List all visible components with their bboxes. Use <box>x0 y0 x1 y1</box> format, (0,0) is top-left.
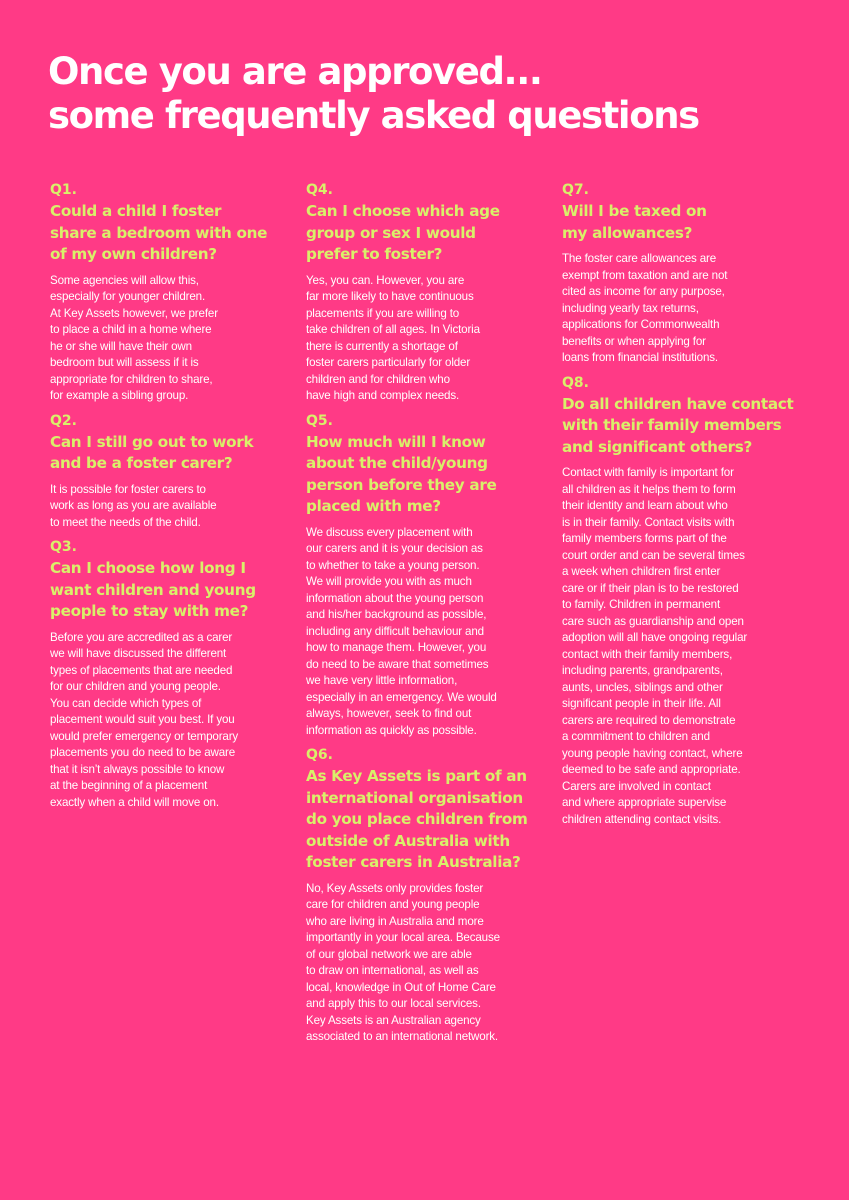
answer-line: court order and can be several times <box>562 548 745 562</box>
answer-text <box>306 525 551 740</box>
question-line: international organisation <box>306 788 523 807</box>
answer-line: including yearly tax returns, <box>562 301 699 315</box>
answer-line: all children as it helps them to form <box>562 482 736 496</box>
question-number: Q5. <box>306 412 333 429</box>
answer-line: for example a sibling group. <box>50 389 189 402</box>
question-line: Do all children have contact <box>562 394 794 413</box>
question-text <box>50 432 295 475</box>
answer-line: especially in an emergency. We would <box>306 690 497 704</box>
answer-line: care for children and young people <box>306 898 480 911</box>
answer-line: would prefer emergency or temporary <box>50 729 239 743</box>
answer-line: types of placements that are needed <box>50 663 233 677</box>
answer-text <box>50 273 295 405</box>
answer-line: It is possible for foster carers to <box>50 482 206 496</box>
answer-line: Contact with family is important for <box>562 466 734 479</box>
question-text <box>562 394 812 459</box>
faq-item-q4 <box>306 180 551 405</box>
answer-line: to whether to take a young person. <box>306 558 480 572</box>
question-line: As Key Assets is part of an <box>306 767 527 785</box>
question-line: foster carers in Australia? <box>306 853 521 871</box>
question-number: Q1. <box>50 182 77 198</box>
answer-line: placements you do need to be aware <box>50 746 236 759</box>
answer-line: we will have discussed the different <box>50 647 227 660</box>
question-line: prefer to foster? <box>306 245 443 263</box>
faq-column-2 <box>306 180 551 1046</box>
answer-line: associated to an international network. <box>306 1030 499 1043</box>
faq-item-q1 <box>50 180 295 405</box>
answer-line: Before you are accredited as a carer <box>50 630 233 644</box>
question-text <box>306 766 551 874</box>
answer-text <box>562 465 812 828</box>
answer-line: that it isn’t always possible to know <box>50 762 225 776</box>
question-line: do you place children from <box>306 810 528 828</box>
question-line: people to stay with me? <box>50 602 249 620</box>
answer-line: for our children and young people. <box>50 680 221 693</box>
question-number: Q6. <box>306 747 333 763</box>
answer-line: he or she will have their own <box>50 339 192 353</box>
page-title <box>48 50 699 138</box>
answer-line: importantly in your local area. Because <box>306 931 500 944</box>
answer-line: who are living in Australia and more <box>306 914 484 928</box>
question-line: Could a child I foster <box>50 202 222 220</box>
answer-line: deemed to be safe and appropriate. <box>562 763 741 776</box>
answer-text <box>50 630 295 812</box>
answer-text <box>306 881 551 1046</box>
answer-line: benefits or when applying for <box>562 334 706 348</box>
question-line: and significant others? <box>562 437 753 456</box>
question-text <box>306 432 551 518</box>
answer-line: The foster care allowances are <box>562 252 717 265</box>
question-line: Will I be taxed on <box>562 202 707 220</box>
faq-column-3 <box>562 180 812 828</box>
answer-text <box>50 482 295 532</box>
question-text <box>562 201 812 244</box>
answer-line: information as quickly as possible. <box>306 723 477 737</box>
answer-line: No, Key Assets only provides foster <box>306 881 484 895</box>
answer-line: carers are required to demonstrate <box>562 713 736 727</box>
answer-line: We discuss every placement with <box>306 525 473 539</box>
faq-item-q7 <box>562 180 812 367</box>
title-line-2: some frequently asked questions <box>48 94 699 137</box>
answer-line: Some agencies will allow this, <box>50 273 199 287</box>
question-number: Q8. <box>562 374 589 391</box>
answer-line: foster carers particularly for older <box>306 356 471 369</box>
answer-line: appropriate for children to share, <box>50 372 213 386</box>
answer-line: and apply this to our local services. <box>306 997 481 1010</box>
answer-line: exempt from taxation and are not <box>562 268 728 282</box>
answer-line: and where appropriate supervise <box>562 796 727 809</box>
answer-line: children and for children who <box>306 372 450 386</box>
question-line: share a bedroom with one <box>50 223 268 242</box>
answer-text <box>306 273 551 405</box>
faq-item-q8 <box>562 373 812 829</box>
question-number: Q7. <box>562 182 589 198</box>
faq-item-q3 <box>50 537 295 811</box>
answer-line: placements if you are willing to <box>306 306 460 320</box>
answer-line: bedroom but will assess if it is <box>50 356 199 369</box>
question-line: Can I still go out to work <box>50 432 254 451</box>
answer-line: a commitment to children and <box>562 730 710 743</box>
question-line: How much will I know <box>306 432 486 451</box>
question-line: my allowances? <box>562 223 693 242</box>
answer-line: of our global network we are able <box>306 947 472 961</box>
question-text <box>50 558 295 623</box>
question-line: about the child/young <box>306 454 488 472</box>
faq-item-q5 <box>306 411 551 740</box>
answer-line: work as long as you are available <box>50 499 217 512</box>
answer-line: cited as income for any purpose, <box>562 285 725 298</box>
question-number: Q3. <box>50 539 77 555</box>
answer-line: care such as guardianship and open <box>562 614 744 628</box>
answer-line: do need to be aware that sometimes <box>306 657 489 671</box>
question-line: placed with me? <box>306 497 441 515</box>
question-line: want children and young <box>50 580 256 599</box>
answer-line: to place a child in a home where <box>50 323 212 336</box>
answer-line: is in their family. Contact visits with <box>562 515 735 529</box>
answer-line: including parents, grandparents, <box>562 664 723 677</box>
answer-line: We will provide you with as much <box>306 575 472 588</box>
answer-line: exactly when a child will move on. <box>50 795 219 809</box>
question-number: Q2. <box>50 412 77 429</box>
answer-line: to family. Children in permanent <box>562 598 721 611</box>
answer-line: how to manage them. However, you <box>306 641 487 654</box>
faq-item-q2 <box>50 411 295 532</box>
answer-line: Carers are involved in contact <box>562 779 711 793</box>
answer-line: to meet the needs of the child. <box>50 515 201 529</box>
answer-line: placement would suit you best. If you <box>50 713 235 726</box>
answer-line: At Key Assets however, we prefer <box>50 306 218 320</box>
answer-line: a week when children first enter <box>562 565 721 578</box>
question-text <box>50 201 295 266</box>
answer-line: aunts, uncles, siblings and other <box>562 680 723 694</box>
question-line: outside of Australia with <box>306 831 510 850</box>
answer-line: have high and complex needs. <box>306 389 460 402</box>
faq-column-1 <box>50 180 295 811</box>
answer-line: there is currently a shortage of <box>306 339 458 353</box>
answer-line: to draw on international, as well as <box>306 964 479 977</box>
question-line: with their family members <box>562 416 782 434</box>
question-line: Can I choose which age <box>306 202 500 220</box>
answer-line: especially for younger children. <box>50 290 206 303</box>
question-line: of my own children? <box>50 245 217 263</box>
answer-line: significant people in their life. All <box>562 697 721 710</box>
answer-line: family members forms part of the <box>562 532 727 545</box>
answer-line: including any difficult behaviour and <box>306 624 484 638</box>
answer-line: and his/her background as possible, <box>306 608 487 621</box>
answer-text <box>562 251 812 367</box>
question-line: Can I choose how long I <box>50 559 246 577</box>
answer-line: we have very little information, <box>306 674 458 687</box>
answer-line: local, knowledge in Out of Home Care <box>306 980 496 994</box>
question-number: Q4. <box>306 182 333 198</box>
answer-line: applications for Commonwealth <box>562 318 720 331</box>
answer-line: at the beginning of a placement <box>50 779 208 792</box>
answer-line: far more likely to have continuous <box>306 290 474 303</box>
answer-line: loans from financial institutions. <box>562 351 719 364</box>
question-line: and be a foster carer? <box>50 454 233 472</box>
answer-line: their identity and learn about who <box>562 499 728 512</box>
answer-line: You can decide which types of <box>50 696 202 710</box>
answer-line: children attending contact visits. <box>562 812 722 826</box>
answer-line: Key Assets is an Australian agency <box>306 1013 481 1027</box>
question-text <box>306 201 551 266</box>
answer-line: always, however, seek to find out <box>306 707 472 720</box>
answer-line: contact with their family members, <box>562 647 733 661</box>
answer-line: young people having contact, where <box>562 746 743 760</box>
answer-line: information about the young person <box>306 591 484 605</box>
question-line: person before they are <box>306 475 497 494</box>
faq-item-q6 <box>306 745 551 1046</box>
answer-line: adoption will all have ongoing regular <box>562 631 748 644</box>
question-line: group or sex I would <box>306 223 476 242</box>
answer-line: Yes, you can. However, you are <box>306 273 465 287</box>
answer-line: take children of all ages. In Victoria <box>306 323 480 336</box>
answer-line: our carers and it is your decision as <box>306 542 483 555</box>
answer-line: care or if their plan is to be restored <box>562 581 739 595</box>
title-line-1: Once you are approved... <box>48 50 542 93</box>
